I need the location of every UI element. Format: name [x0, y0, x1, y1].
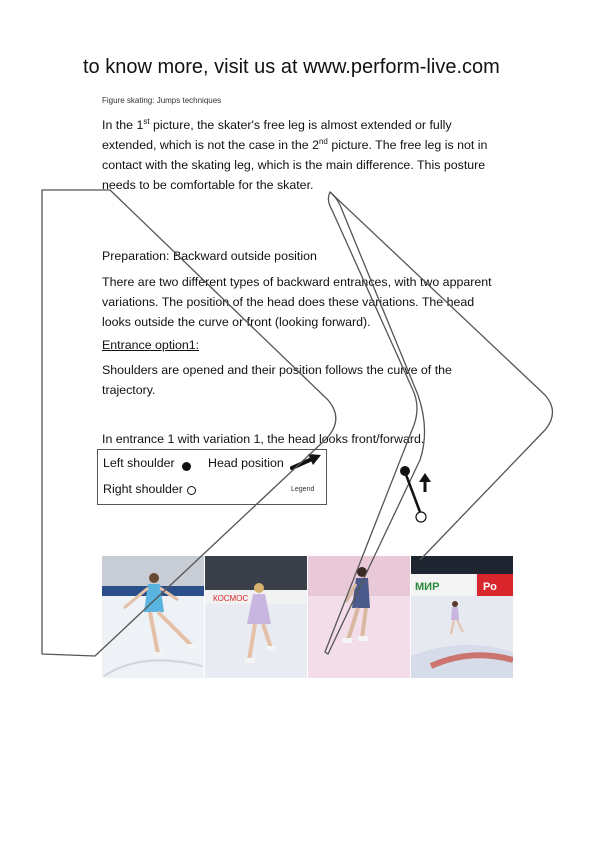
legend-small-label: Legend — [291, 486, 315, 493]
document-subtitle: Figure skating: Jumps techniques — [102, 96, 222, 105]
legend-right-shoulder-label: Right shoulder — [103, 482, 183, 496]
left-shoulder-marker — [400, 466, 410, 476]
paragraph-backward-entrances: There are two different types of backward entrances, with two apparent variations. The position of the head does these variations. The head looks outside the curve or front (looking forward). — [102, 275, 492, 329]
entrance-option-heading: Entrance option1: — [102, 338, 200, 352]
photo-4-banner-right: Ро — [483, 581, 497, 593]
skater-photo-2 — [205, 556, 307, 678]
shoulder-line — [405, 472, 420, 512]
head-direction-arrow-icon — [419, 473, 431, 492]
paragraph-free-leg: In the 1st picture, the skater's free leg is almost extended or fully extended, which is not the case in the 2nd picture. The free leg is not in contact with the skating leg, which is the main difference. This posture needs to be comfortable for the skater. — [102, 116, 488, 192]
right-shoulder-marker — [416, 512, 426, 522]
open-dot-icon — [187, 486, 196, 495]
skater-photo-1 — [102, 556, 204, 678]
paragraph-shoulders: Shoulders are opened and their position follows the curve of the trajectory. — [102, 363, 452, 397]
head-arrow-icon — [290, 452, 324, 472]
paragraph-variation: In entrance 1 with variation 1, the head looks front/forward. — [102, 432, 425, 446]
photo-4-banner-left: МИР — [415, 581, 440, 593]
skater-photo-3 — [308, 556, 410, 678]
photo-2-banner: КОСМОС — [213, 594, 249, 603]
preparation-heading: Preparation: Backward outside position — [102, 249, 317, 263]
legend-box — [97, 449, 327, 505]
legend-left-shoulder-label: Left shoulder — [103, 456, 175, 470]
filled-dot-icon — [182, 462, 191, 471]
skater-photo-4 — [411, 556, 513, 678]
legend-head-position-label: Head position — [208, 456, 284, 470]
website-link[interactable]: to know more, visit us at www.perform-live.com — [83, 56, 500, 78]
